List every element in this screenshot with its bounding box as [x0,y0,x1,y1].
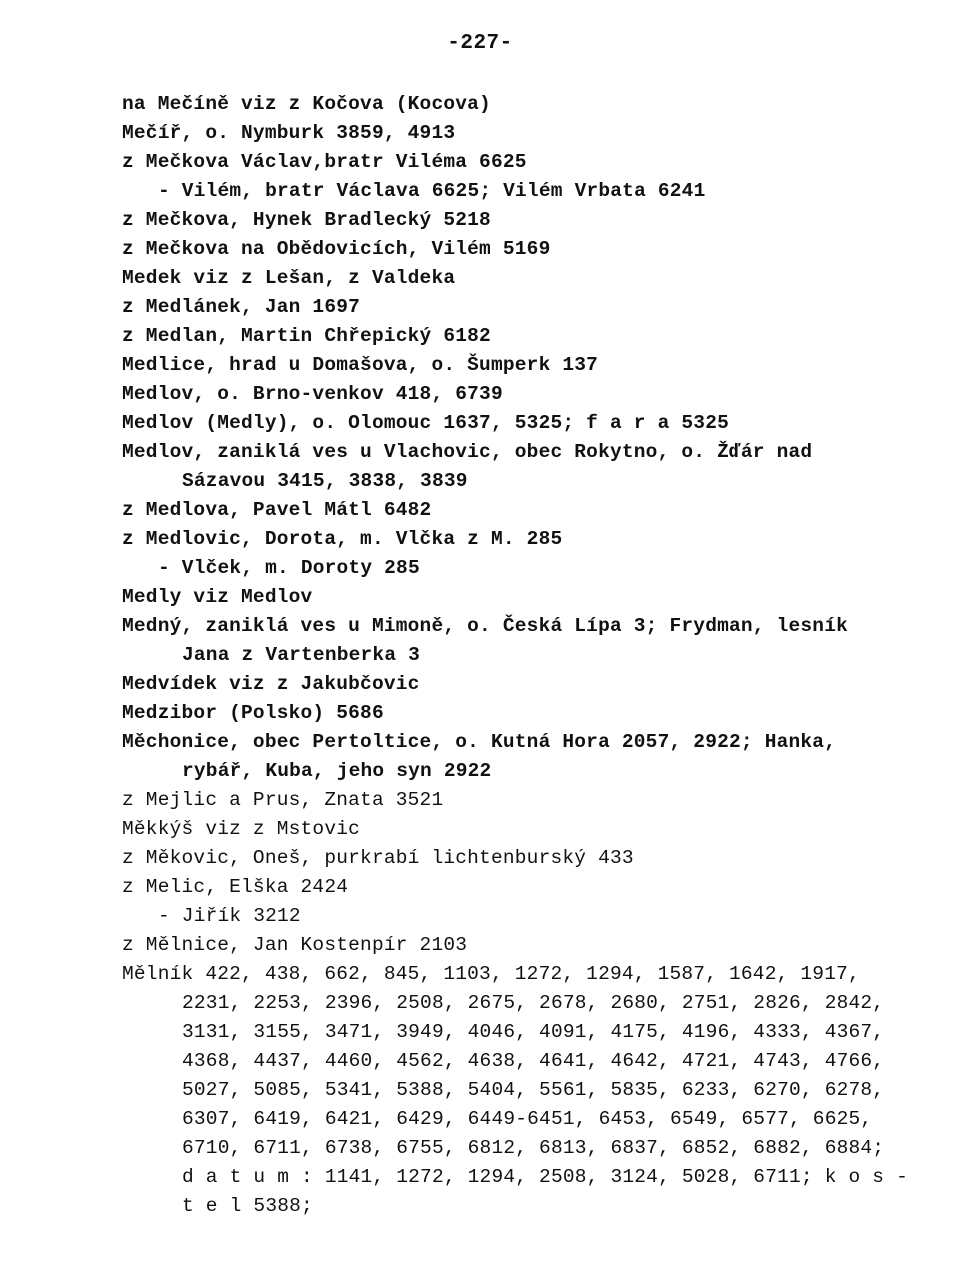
index-entry-line: z Mečkova na Obědovicích, Vilém 5169 [122,238,551,260]
index-entry-line: Jana z Vartenberka 3 [182,644,421,666]
index-entry-line: z Melic, Elška 2424 [122,876,349,898]
index-entry-line: 6307, 6419, 6421, 6429, 6449-6451, 6453, 6549, 6577, 6625, [182,1108,873,1130]
index-entry-line: z Medlánek, Jan 1697 [122,296,361,318]
index-entry-line: z Medlovic, Dorota, m. Vlčka z M. 285 [122,528,563,550]
index-entry-line: - Jiřík 3212 [158,905,301,927]
index-entry-line: z Měkovic, Oneš, purkrabí lichtenburský 433 [122,847,634,869]
index-entry-line: z Medlan, Martin Chřepický 6182 [122,325,491,347]
index-entry-line: z Mečkova, Hynek Bradlecký 5218 [122,209,491,231]
index-entry-line: d a t u m : 1141, 1272, 1294, 2508, 3124, 5028, 6711; k o s - [182,1166,909,1188]
index-entry-line: Medvídek viz z Jakubčovic [122,673,420,695]
index-entry-line: Mělník 422, 438, 662, 845, 1103, 1272, 1294, 1587, 1642, 1917, [122,963,860,985]
index-entry-line: z Mělnice, Jan Kostenpír 2103 [122,934,468,956]
index-entry-line: 6710, 6711, 6738, 6755, 6812, 6813, 6837, 6852, 6882, 6884; [182,1137,885,1159]
index-entry-line: - Vilém, bratr Václava 6625; Vilém Vrbata 6241 [158,180,706,202]
index-entry-line: t e l 5388; [182,1195,313,1217]
index-entry-line: na Mečíně viz z Kočova (Kocova) [122,93,491,115]
index-entry-line: Mečíř, o. Nymburk 3859, 4913 [122,122,456,144]
index-entry-line: Medlice, hrad u Domašova, o. Šumperk 137 [122,354,599,376]
index-entry-line: Medný, zaniklá ves u Mimoně, o. Česká Lípa 3; Frydman, lesník [122,615,849,637]
index-entry-line: z Medlova, Pavel Mátl 6482 [122,499,432,521]
index-entry-line: Sázavou 3415, 3838, 3839 [182,470,468,492]
index-entry-line: Měkkýš viz z Mstovic [122,818,361,840]
index-entry-line: 5027, 5085, 5341, 5388, 5404, 5561, 5835, 6233, 6270, 6278, [182,1079,885,1101]
index-entry-line: Medlov (Medly), o. Olomouc 1637, 5325; f a r a 5325 [122,412,729,434]
index-entry-line: Medlov, o. Brno-venkov 418, 6739 [122,383,503,405]
index-entry-line: Medzibor (Polsko) 5686 [122,702,384,724]
index-entry-line: Měchonice, obec Pertoltice, o. Kutná Hora 2057, 2922; Hanka, [122,731,837,753]
index-entry-line: z Mečkova Václav,bratr Viléma 6625 [122,151,527,173]
index-entry-line: - Vlček, m. Doroty 285 [158,557,420,579]
index-list [122,90,912,1221]
page-number: -227- [447,32,513,55]
index-entry-line: 2231, 2253, 2396, 2508, 2675, 2678, 2680, 2751, 2826, 2842, [182,992,885,1014]
index-entry-line: 3131, 3155, 3471, 3949, 4046, 4091, 4175, 4196, 4333, 4367, [182,1021,885,1043]
index-entry-line: z Mejlic a Prus, Znata 3521 [122,789,444,811]
index-entry-line: Medek viz z Lešan, z Valdeka [122,267,456,289]
index-entry-line: 4368, 4437, 4460, 4562, 4638, 4641, 4642, 4721, 4743, 4766, [182,1050,885,1072]
index-entry-line: Medlov, zaniklá ves u Vlachovic, obec Rokytno, o. Žďár nad [122,441,813,463]
index-entry-line: Medly viz Medlov [122,586,313,608]
index-entry-line: rybář, Kuba, jeho syn 2922 [182,760,492,782]
